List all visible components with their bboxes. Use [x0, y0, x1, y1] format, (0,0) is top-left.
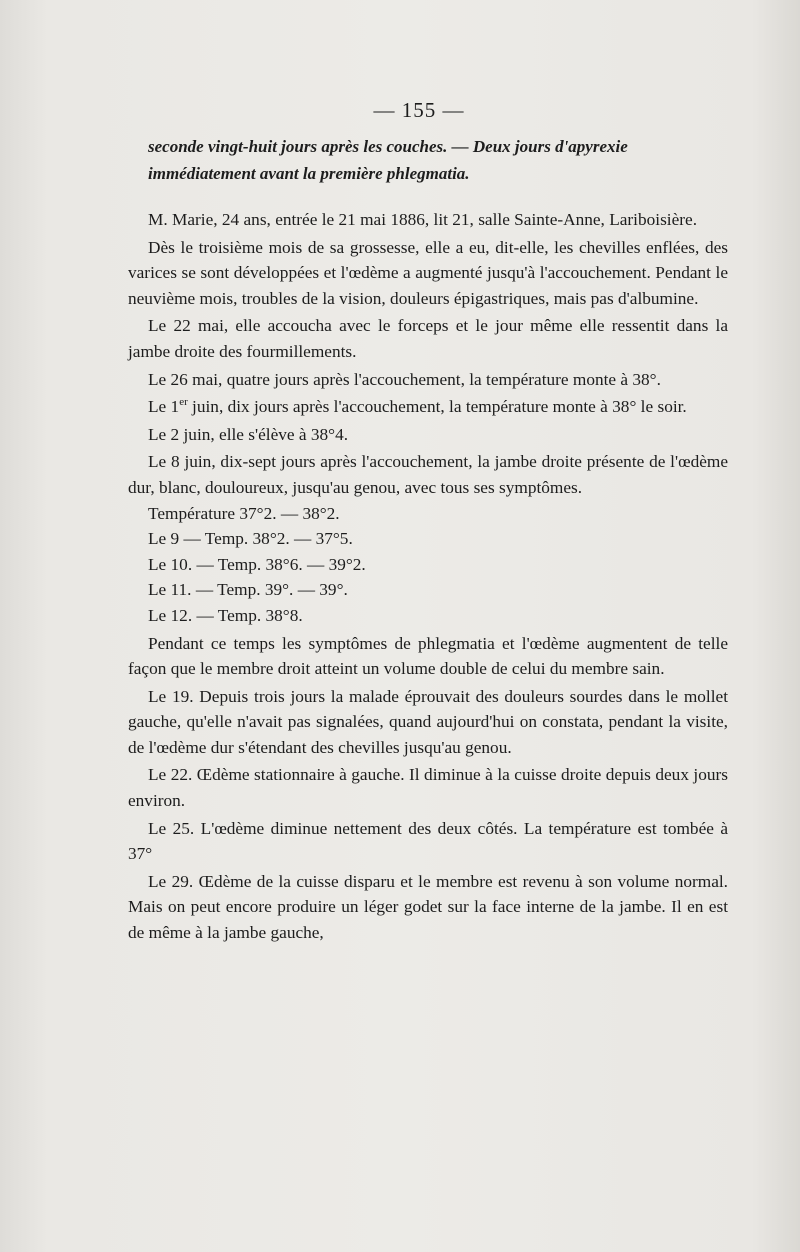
- delivery-paragraph: Le 22 mai, elle accoucha avec le forceps et le jour même elle ressentit dans la jambe droite des fourmillements.: [128, 316, 728, 361]
- history-paragraph: Dès le troisième mois de sa grossesse, elle a eu, dit-elle, les chevilles enflées, des varices se sont développées et l'œdème a augmenté jusqu'à l'accouchement. Pendant le neuvième mois, troubles de la vision, douleurs épigastriques, mais pas d'albumine.: [128, 237, 728, 308]
- june-1-text: juin, dix jours après l'accouchement, la température monte à 38° le soir.: [187, 397, 687, 417]
- page-number: — 155 —: [373, 98, 465, 122]
- day-25-paragraph: Le 25. L'œdème diminue nettement des deux côtés. La température est tombée à 37°: [128, 818, 728, 864]
- day-29-paragraph: Le 29. Œdème de la cuisse disparu et le membre est revenu à son volume normal. Mais on peut encore produire un léger godet sur la face interne de la jambe. Il en est de même à la jambe gauche,: [128, 871, 728, 943]
- intro-line-1: seconde vingt-huit jours après les couches. — Deux jours d'apyrexie: [148, 137, 628, 156]
- june-1-superscript: er: [179, 396, 188, 409]
- temperature-line: Le 10. — Temp. 38°6. — 39°2.: [148, 554, 366, 574]
- intro-line-2: immédiatement avant la première phlegmatia.: [148, 164, 470, 183]
- june-2-paragraph: Le 2 juin, elle s'élève à 38°4.: [148, 424, 349, 444]
- intro-heading: [128, 133, 728, 187]
- temperature-line: Le 11. — Temp. 39°. — 39°.: [148, 580, 348, 600]
- day-19-paragraph: Le 19. Depuis trois jours la malade éprouvait des douleurs sourdes dans le mollet gauche, qu'elle n'avait pas signalées, quand aujourd'hui on constata, pendant la visite, de l'œdème dur s'étendant des chevilles jusqu'au genou.: [128, 686, 728, 757]
- day-22-paragraph: Le 22. Œdème stationnaire à gauche. Il diminue à la cuisse droite depuis deux jours environ.: [128, 765, 728, 811]
- june-1-prefix: Le 1: [148, 397, 180, 417]
- temperature-list: [128, 501, 728, 629]
- patient-intro-paragraph: M. Marie, 24 ans, entrée le 21 mai 1886, lit 21, salle Sainte-Anne, Lariboisière.: [148, 210, 698, 229]
- temperature-line: Le 9 — Temp. 38°2. — 37°5.: [148, 529, 353, 549]
- june-8-paragraph: Le 8 juin, dix-sept jours après l'accouchement, la jambe droite présente de l'œdème dur, blanc, douloureux, jusqu'au genou, avec tous ses symptômes.: [128, 452, 728, 497]
- temperature-line: Le 12. — Temp. 38°8.: [148, 605, 303, 625]
- symptoms-paragraph: Pendant ce temps les symptômes de phlegmatia et l'œdème augmentent de telle façon que le membre droit atteint un volume double de celui du membre sain.: [128, 633, 728, 679]
- temperature-line: Température 37°2. — 38°2.: [148, 503, 340, 523]
- june-1-paragraph: [128, 394, 728, 420]
- may-26-paragraph: Le 26 mai, quatre jours après l'accouchement, la température monte à 38°.: [148, 369, 661, 389]
